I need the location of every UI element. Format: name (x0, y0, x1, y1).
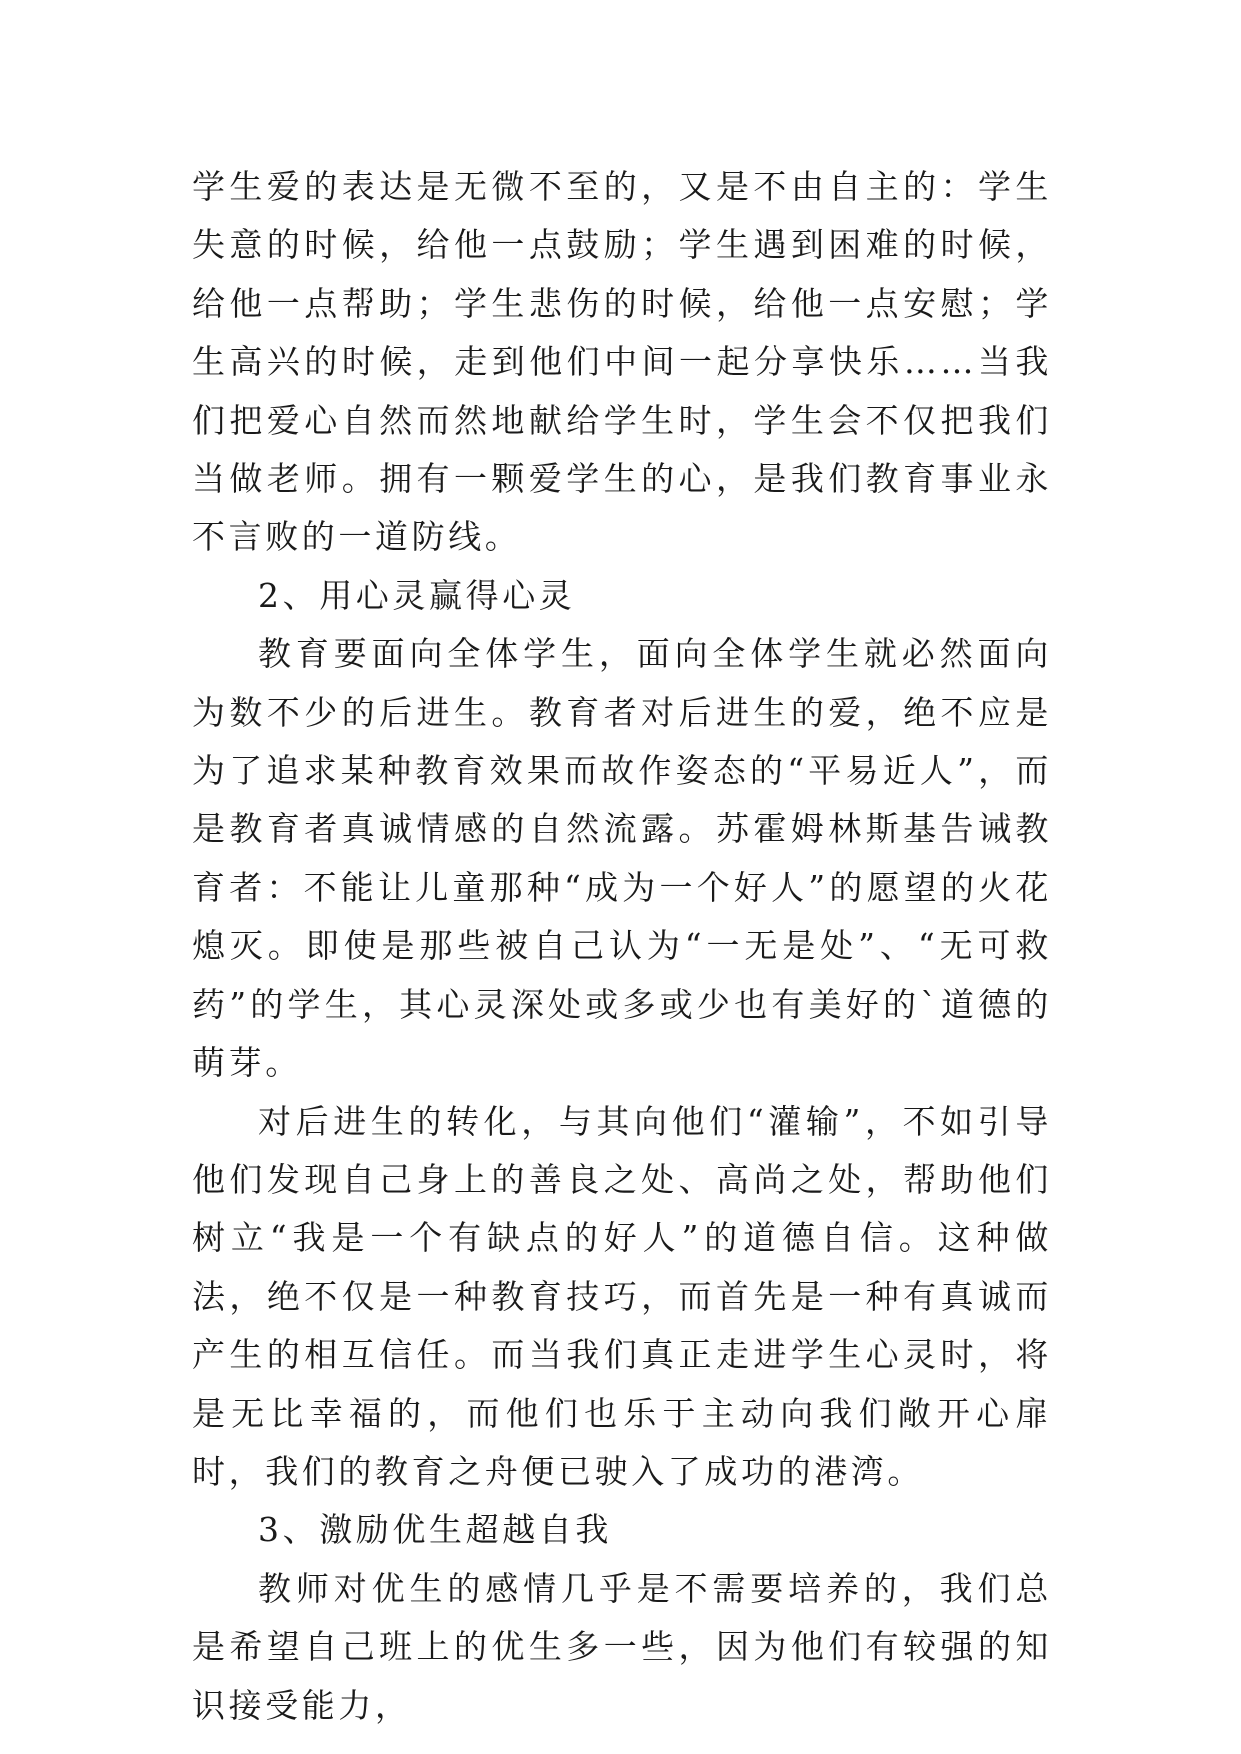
paragraph-backward-students: 教育要面向全体学生，面向全体学生就必然面向为数不少的后进生。教育者对后进生的爱，绝不应是为了追求某种教育效果而故作姿态的“平易近人”，而是教育者真诚情感的自然流露。苏霍姆林斯基告诫教育者：不能让儿童那种“成为一个好人”的愿望的火花熄灭。即使是那些被自己认为“一无是处”、“无可救药”的学生，其心灵深处或多或少也有美好的`道德的萌芽。 (192, 634, 1052, 1083)
document-body (192, 158, 1052, 1735)
section-heading-3: 3、激励优生超越自我 (258, 1510, 612, 1550)
paragraph-continuation: 学生爱的表达是无微不至的，又是不由自主的：学生失意的时候，给他一点鼓励；学生遇到困难的时候，给他一点帮助；学生悲伤的时候，给他一点安慰；学生高兴的时候，走到他们中间一起分享快乐……当我们把爱心自然而然地献给学生时，学生会不仅把我们当做老师。拥有一颗爱学生的心，是我们教育事业永不言败的一道防线。 (192, 167, 1052, 557)
paragraph-excellent-students: 教师对优生的感情几乎是不需要培养的，我们总是希望自己班上的优生多一些，因为他们有较强的知识接受能力， (192, 1568, 1052, 1725)
paragraph-transformation: 对后进生的转化，与其向他们“灌输”，不如引导他们发现自己身上的善良之处、高尚之处，帮助他们树立“我是一个有缺点的好人”的道德自信。这种做法，绝不仅是一种教育技巧，而首先是一种有真诚而产生的相互信任。而当我们真正走进学生心灵时，将是无比幸福的，而他们也乐于主动向我们敞开心扉时，我们的教育之舟便已驶入了成功的港湾。 (192, 1101, 1052, 1491)
section-heading-2: 2、用心灵赢得心灵 (258, 575, 576, 615)
